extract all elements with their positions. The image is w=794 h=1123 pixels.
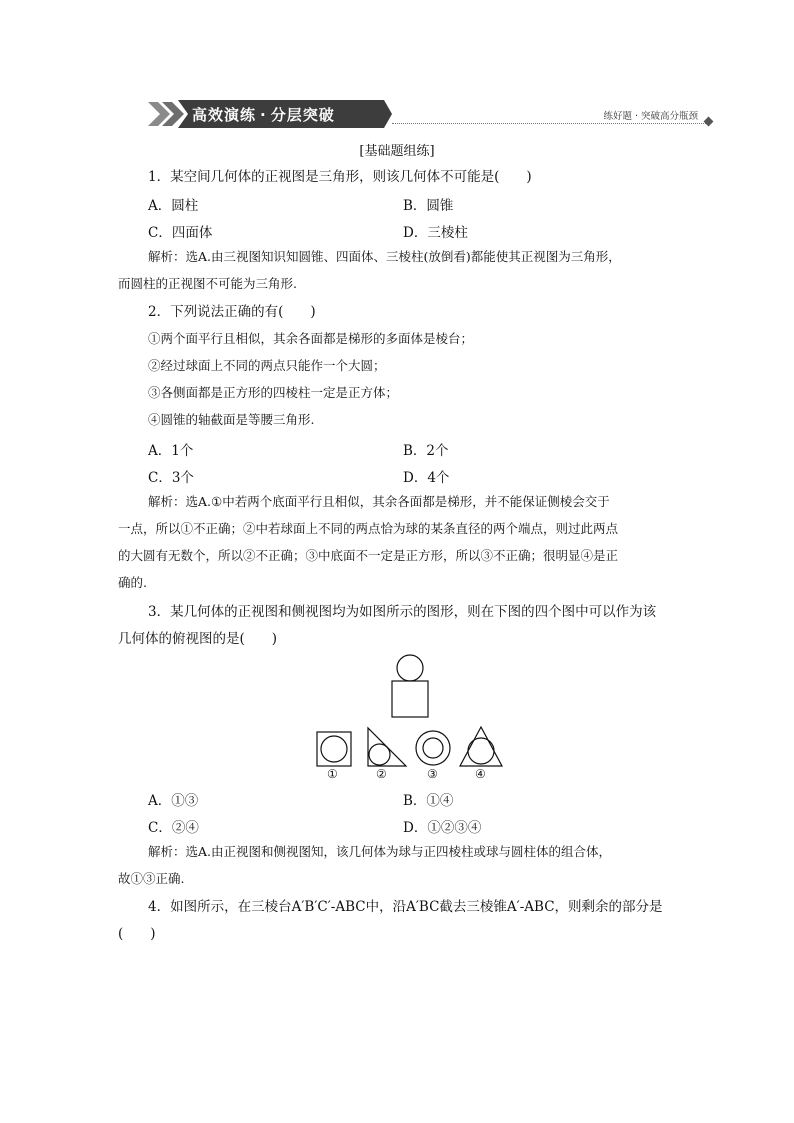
q1-option-c: C．四面体 [148, 225, 213, 241]
q4-stem-2: ( ) [118, 926, 156, 942]
banner-title: 高效演练 · 分层突破 [192, 106, 335, 124]
q3-figure [300, 650, 520, 780]
figure-label-4: ④ [475, 767, 486, 781]
section-banner [148, 98, 712, 130]
section-title: [基础题组练] [359, 144, 435, 159]
q2-item-1: ①两个面平行且相似，其余各面都是梯形的多面体是棱台； [148, 331, 474, 346]
q3-option-a: A．①③ [148, 793, 199, 809]
q1-analysis-1: 解析：选A.由三视图知识知圆锥、四面体、三棱柱(放倒看)都能使其正视图为三角形， [148, 249, 621, 264]
figure-label-3: ③ [427, 767, 438, 781]
q2-option-c: C．3个 [148, 470, 194, 486]
q1-analysis-2: 而圆柱的正视图不可能为三角形. [118, 276, 297, 291]
figure-label-1: ① [327, 767, 338, 781]
q2-analysis-3: 的大圆有无数个，所以②不正确；③中底面不一定是正方形，所以③不正确；很明显④是正 [118, 548, 619, 563]
banner-slogan: 练好题 · 突破高分瓶颈 [603, 111, 698, 122]
q3-stem-1: 3．某几何体的正视图和侧视图均为如图所示的图形，则在下图的四个图中可以作为该 [148, 604, 657, 620]
diamond-icon [704, 117, 714, 127]
q3-option-b: B．①④ [403, 793, 454, 809]
q3-analysis-1: 解析：选A.由正视图和侧视图知，该几何体为球与正四棱柱或球与圆柱体的组合体， [148, 844, 612, 859]
q3-figure-drawing [300, 650, 520, 780]
q4-stem-1: 4．如图所示，在三棱台A′B′C′-ABC中，沿A′BC截去三棱锥A′-ABC，则剩余的部分是 [148, 899, 663, 915]
q2-option-a: A．1个 [148, 443, 194, 459]
q1-option-a: A．圆柱 [148, 198, 199, 214]
banner-divider [392, 123, 706, 124]
q3-option-d: D．①②③④ [403, 820, 482, 836]
q2-analysis-4: 确的. [118, 575, 147, 590]
q2-option-b: B．2个 [403, 443, 449, 459]
q2-analysis-2: 一点，所以①不正确；②中若球面上不同的两点恰为球的某条直径的两个端点，则过此两点 [118, 521, 619, 536]
q1-stem: 1．某空间几何体的正视图是三角形，则该几何体不可能是( ) [148, 169, 532, 185]
q2-analysis-1: 解析：选A.①中若两个底面平行且相似，其余各面都是梯形，并不能保证侧棱会交于 [148, 494, 610, 509]
q2-item-4: ④圆锥的轴截面是等腰三角形. [148, 412, 315, 427]
q2-item-3: ③各侧面都是正方形的四棱柱一定是正方体； [148, 385, 399, 400]
figure-label-2: ② [376, 767, 387, 781]
q2-option-d: D．4个 [403, 470, 450, 486]
q2-stem: 2．下列说法正确的有( ) [148, 304, 316, 320]
q2-item-2: ②经过球面上不同的两点只能作一个大圆； [148, 358, 386, 373]
q3-option-c: C．②④ [148, 820, 199, 836]
q1-option-d: D．三棱柱 [403, 225, 468, 241]
q3-stem-2: 几何体的俯视图的是( ) [118, 631, 278, 647]
q3-analysis-2: 故①③正确. [118, 871, 185, 886]
q1-option-b: B．圆锥 [403, 198, 454, 214]
